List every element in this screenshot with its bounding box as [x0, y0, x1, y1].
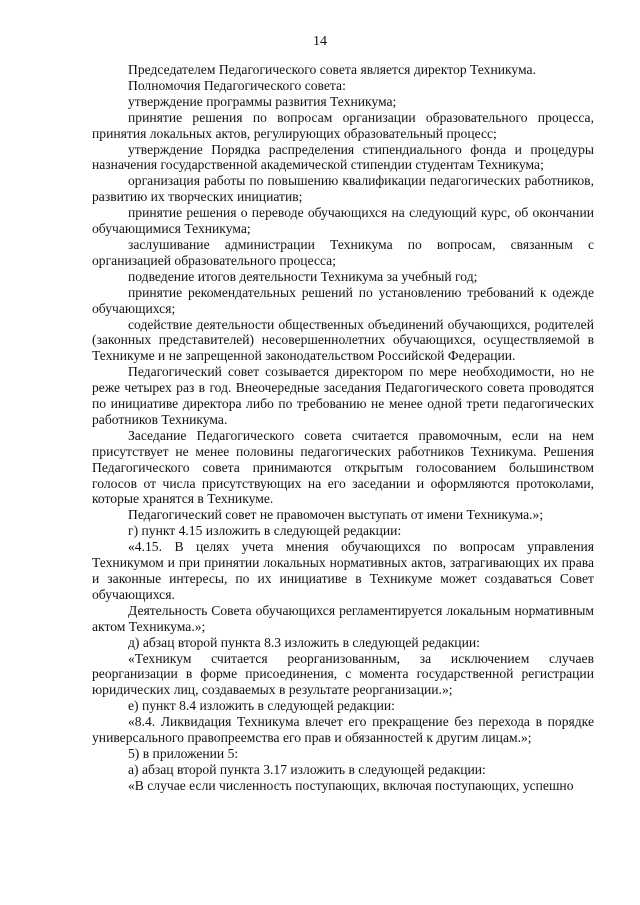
paragraph-stipend-fund: утверждение Порядка распределения стипендиального фонда и процедуры назначения государственной академической стипендии студентам Техникума; — [92, 141, 594, 173]
paragraph-public-associations: содействие деятельности общественных объединений обучающихся, родителей (законных представителей) несовершеннолетних обучающихся, осуществляемой в Техникуме и не запрещенной законодательством Российской Федерации. — [92, 316, 594, 364]
paragraph-item-g: г) пункт 4.15 изложить в следующей редакции: — [128, 523, 402, 539]
paragraph-chairman: Председателем Педагогического совета является директор Техникума. — [128, 62, 536, 77]
paragraph-educational-process-decisions: принятие решения по вопросам организации образовательного процесса, принятия локальных актов, регулирующих образовательный процесс; — [92, 109, 594, 141]
page-number: 14 — [313, 34, 327, 49]
paragraph-item-e: е) пункт 8.4 изложить в следующей редакции: — [128, 698, 395, 714]
paragraph-qualification: организация работы по повышению квалификации педагогических работников, развитию их творческих инициатив; — [92, 173, 594, 205]
paragraph-student-council-activity: Деятельность Совета обучающихся регламентируется локальным нормативным актом Техникума.»; — [92, 602, 594, 634]
document-body — [92, 62, 594, 794]
paragraph-year-results: подведение итогов деятельности Техникума за учебный год; — [128, 268, 478, 284]
paragraph-item-d: д) абзац второй пункта 8.3 изложить в следующей редакции: — [128, 634, 480, 650]
paragraph-council-convening: Педагогический совет созывается директором по мере необходимости, но не реже четырех раз в год. Внеочередные заседания Педагогического совета проводятся по инициативе директора либо по требованию не менее одной трети педагогических работников Техникума. — [92, 364, 594, 427]
paragraph-clause-4-15: «4.15. В целях учета мнения обучающихся по вопросам управления Техникумом и при принятии локальных нормативных актов, затрагивающих их права и законные интересы, по их инициативе в Техникуме может создаваться Совет обучающихся. — [92, 539, 594, 602]
paragraph-item-a: а) абзац второй пункта 3.17 изложить в следующей редакции: — [128, 761, 486, 777]
paragraph-reorganization: «Техникум считается реорганизованным, за исключением случаев реорганизации в форме присоединения, с момента государственной регистрации юридических лиц, создаваемых в результате реорганизации.»; — [92, 650, 594, 698]
paragraph-admission-case: «В случае если численность поступающих, включая поступающих, успешно — [128, 777, 574, 793]
paragraph-administration-hearing: заслушивание администрации Техникума по вопросам, связанным с организацией образовательного процесса; — [92, 236, 594, 268]
paragraph-clause-8-4: «8.4. Ликвидация Техникума влечет его прекращение без перехода в порядке универсального правопреемства его прав и обязанностей к другим лицам.»; — [92, 714, 594, 746]
paragraph-powers-heading: Полномочия Педагогического совета: — [128, 77, 346, 93]
paragraph-course-transfer: принятие решения о переводе обучающихся на следующий курс, об окончании обучающимися Техникума; — [92, 205, 594, 237]
paragraph-no-representation: Педагогический совет не правомочен выступать от имени Техникума.»; — [128, 507, 544, 523]
paragraph-development-program: утверждение программы развития Техникума; — [128, 93, 397, 109]
paragraph-quorum: Заседание Педагогического совета считается правомочным, если на нем присутствует не менее половины педагогических работников Техникума. Решения Педагогического совета принимаются открытым голосованием большинством голосов от числа присутствующих на его заседании и оформляются протоколами, которые хранятся в Техникуме. — [92, 427, 594, 507]
paragraph-appendix-5: 5) в приложении 5: — [128, 745, 239, 761]
paragraph-clothing-requirements: принятие рекомендательных решений по установлению требований к одежде обучающихся; — [92, 284, 594, 316]
